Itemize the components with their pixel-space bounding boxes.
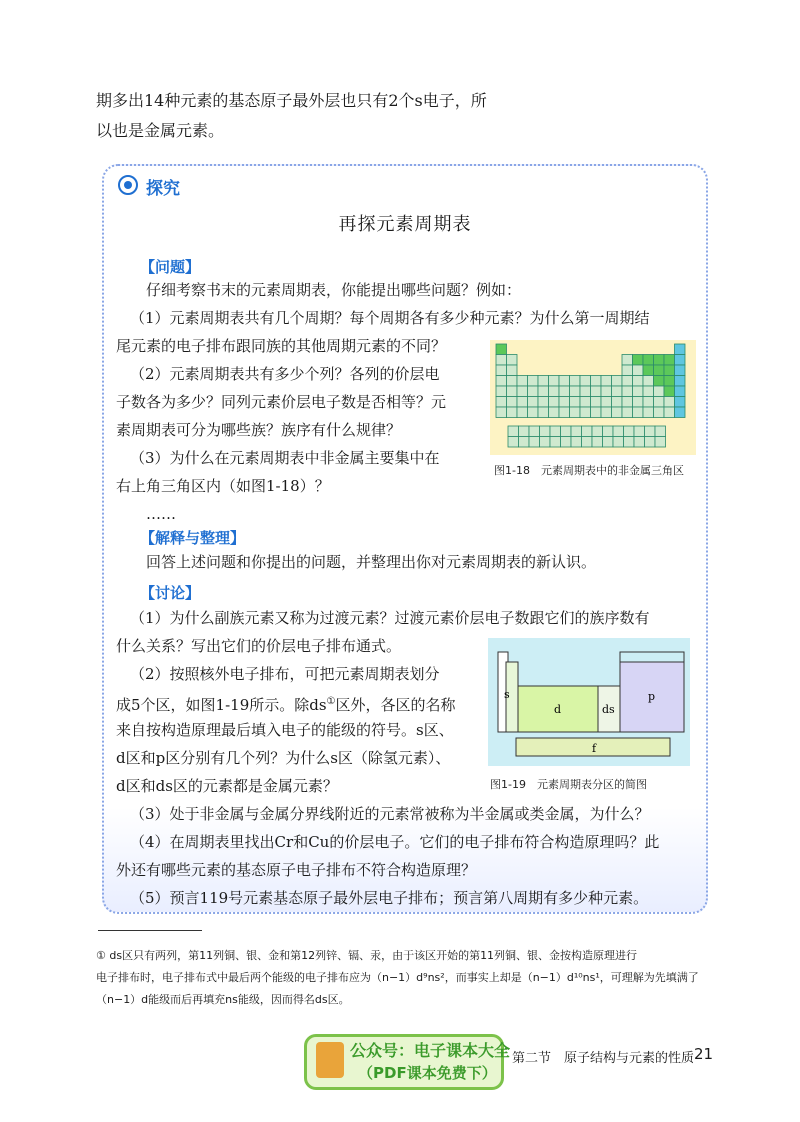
element-cell xyxy=(601,407,612,418)
explore-label: 探究 xyxy=(146,179,180,199)
f-block-cell xyxy=(582,426,593,437)
f-block-cell xyxy=(592,426,603,437)
figure-1-19 xyxy=(488,638,690,766)
f-block-cell xyxy=(624,437,635,448)
element-cell xyxy=(591,407,602,418)
intro-line-1: 期多出14种元素的基态原子最外层也只有2个s电子，所 xyxy=(96,91,487,110)
label-ds: ds xyxy=(602,703,615,716)
element-cell xyxy=(675,407,686,418)
f-block-cell xyxy=(550,437,561,448)
element-cell xyxy=(570,407,581,418)
question-2-line-3: 素周期表可分为哪些族？族序有什么规律？ xyxy=(116,421,402,439)
question-1-line-1: （1）元素周期表共有几个周期？每个周期各有多少种元素？为什么第一周期结 xyxy=(130,309,650,327)
periodic-table-grid xyxy=(490,340,696,455)
element-cell xyxy=(528,407,539,418)
element-cell xyxy=(622,355,633,366)
f-block-cell xyxy=(645,437,656,448)
question-2-line-1: （2）元素周期表共有多少个列？各列的价层电 xyxy=(130,365,440,383)
footnote xyxy=(96,945,702,1011)
ellipsis: …… xyxy=(146,505,176,523)
discussion-4-line-1: （4）在周期表里找出Cr和Cu的价层电子。它们的电子排布符合构造原理吗？此 xyxy=(130,833,660,851)
question-2-line-2: 子数各为多少？同列元素价层电子数是否相等？元 xyxy=(116,393,447,411)
f-block-cell xyxy=(561,426,572,437)
element-cell xyxy=(643,365,654,376)
question-1-line-2: 尾元素的电子排布跟同族的其他周期元素的不同？ xyxy=(116,337,447,355)
element-cell xyxy=(559,386,570,397)
section-title: 第二节 原子结构与元素的性质 xyxy=(512,1051,695,1066)
f-block-cell xyxy=(582,437,593,448)
f-block-cell xyxy=(519,437,530,448)
footnote-line-2: 电子排布时，电子排布式中最后两个能级的电子排布应为（n−1）d⁹ns²，而事实上却是（n−1）d¹⁰ns¹，可理解为先填满了 xyxy=(96,971,699,984)
element-cell xyxy=(612,407,623,418)
stamp-line-1: 公众号：电子课本大全 xyxy=(350,1041,511,1060)
intro-paragraph xyxy=(96,86,536,146)
element-cell xyxy=(580,407,591,418)
element-cell xyxy=(507,365,518,376)
problem-intro: 仔细考察书末的元素周期表，你能提出哪些问题？例如： xyxy=(146,281,522,299)
element-cell xyxy=(580,376,591,387)
element-cell xyxy=(496,407,507,418)
element-cell xyxy=(612,376,623,387)
periodic-zones-diagram xyxy=(488,638,690,766)
element-cell xyxy=(507,376,518,387)
discussion-3: （3）处于非金属与金属分界线附近的元素常被称为半金属或类金属，为什么？ xyxy=(130,805,650,823)
element-cell xyxy=(601,386,612,397)
element-cell xyxy=(528,376,539,387)
discussion-5: （5）预言119号元素基态原子最外层电子排布；预言第八周期有多少种元素。 xyxy=(130,889,649,907)
explain-heading: 【解释与整理】 xyxy=(140,529,246,547)
f-block-cell xyxy=(508,426,519,437)
element-cell xyxy=(654,365,665,376)
element-cell xyxy=(549,376,560,387)
element-cell xyxy=(654,407,665,418)
element-cell xyxy=(507,386,518,397)
label-d: d xyxy=(554,703,562,716)
element-cell xyxy=(664,397,675,408)
explore-title: 再探元素周期表 xyxy=(338,214,472,235)
element-cell xyxy=(675,386,686,397)
element-cell xyxy=(601,397,612,408)
element-cell xyxy=(633,386,644,397)
element-cell xyxy=(654,376,665,387)
element-cell xyxy=(570,386,581,397)
f-block-cell xyxy=(655,426,666,437)
discussion-heading: 【讨论】 xyxy=(140,584,201,602)
element-cell xyxy=(664,365,675,376)
element-cell xyxy=(507,355,518,366)
element-cell xyxy=(517,407,528,418)
element-cell xyxy=(654,355,665,366)
f-block-cell xyxy=(529,437,540,448)
element-cell xyxy=(538,397,549,408)
element-cell xyxy=(675,397,686,408)
element-cell xyxy=(622,376,633,387)
element-cell xyxy=(675,365,686,376)
element-cell xyxy=(643,397,654,408)
footnote-line-1: ① ds区只有两列，第11列铜、银、金和第12列锌、镉、汞，由于该区开始的第11列铜、银、金按构造原理进行 xyxy=(96,949,638,962)
element-cell xyxy=(591,376,602,387)
element-cell xyxy=(601,376,612,387)
f-block-cell xyxy=(645,426,656,437)
footnote-line-3: （n−1）d能级而后再填充ns能级，因而得名ds区。 xyxy=(96,993,350,1006)
f-block-cell xyxy=(561,437,572,448)
element-cell xyxy=(517,397,528,408)
element-cell xyxy=(612,386,623,397)
discussion-2-line-1: （2）按照核外电子排布，可把元素周期表划分 xyxy=(130,665,440,683)
element-cell xyxy=(622,365,633,376)
element-cell xyxy=(622,386,633,397)
element-cell xyxy=(664,355,675,366)
element-cell xyxy=(549,397,560,408)
element-cell xyxy=(570,376,581,387)
f-block-cell xyxy=(508,437,519,448)
element-cell xyxy=(654,397,665,408)
figure-1-18-caption: 图1-18 元素周期表中的非金属三角区 xyxy=(494,464,684,477)
f-block-cell xyxy=(634,426,645,437)
element-cell xyxy=(633,365,644,376)
f-block-cell xyxy=(540,437,551,448)
element-cell xyxy=(496,355,507,366)
element-cell xyxy=(496,376,507,387)
element-cell xyxy=(528,397,539,408)
discussion-2-line-3: 来自按构造原理最后填入电子的能级的符号。s区、 xyxy=(116,721,454,739)
f-block-cell xyxy=(603,437,614,448)
element-cell xyxy=(507,397,518,408)
figure-1-19-caption: 图1-19 元素周期表分区的简图 xyxy=(490,778,647,791)
element-cell xyxy=(675,376,686,387)
element-cell xyxy=(580,397,591,408)
element-cell xyxy=(559,376,570,387)
discussion-2-line-4: d区和p区分别有几个列？为什么s区（除氢元素）、 xyxy=(116,749,451,767)
element-cell xyxy=(528,386,539,397)
discussion-1-line-1: （1）为什么副族元素又称为过渡元素？过渡元素价层电子数跟它们的族序数有 xyxy=(130,609,650,627)
element-cell xyxy=(633,397,644,408)
f-block-cell xyxy=(540,426,551,437)
f-block-cell xyxy=(655,437,666,448)
element-cell xyxy=(633,376,644,387)
f-block-cell xyxy=(519,426,530,437)
element-cell xyxy=(549,407,560,418)
element-cell xyxy=(559,407,570,418)
element-cell xyxy=(538,386,549,397)
element-cell xyxy=(664,386,675,397)
book-icon xyxy=(316,1042,344,1078)
element-cell xyxy=(559,397,570,408)
label-p: p xyxy=(648,690,656,703)
element-cell xyxy=(507,407,518,418)
element-cell xyxy=(622,407,633,418)
element-cell xyxy=(664,376,675,387)
f-block-cell xyxy=(592,437,603,448)
element-cell xyxy=(622,397,633,408)
discussion-1-line-2: 什么关系？写出它们的价层电子排布通式。 xyxy=(116,637,402,655)
discussion-2-line-2: 成5个区，如图1-19所示。除ds①区外，各区的名称 xyxy=(116,696,456,714)
discussion-4-line-2: 外还有哪些元素的基态原子电子排布不符合构造原理？ xyxy=(116,861,477,879)
f-block-cell xyxy=(550,426,561,437)
element-cell xyxy=(612,397,623,408)
f-block-cell xyxy=(529,426,540,437)
element-cell xyxy=(675,355,686,366)
discussion-2-line-5: d区和ds区的元素都是金属元素？ xyxy=(116,777,338,795)
label-s: s xyxy=(504,688,510,701)
element-cell xyxy=(633,355,644,366)
f-block-cell xyxy=(613,437,624,448)
element-cell xyxy=(580,386,591,397)
element-cell xyxy=(570,397,581,408)
element-cell xyxy=(654,386,665,397)
intro-line-2: 以也是金属元素。 xyxy=(96,121,225,140)
element-cell xyxy=(496,365,507,376)
element-cell xyxy=(538,376,549,387)
f-block-cell xyxy=(571,437,582,448)
element-cell xyxy=(496,344,507,355)
element-cell xyxy=(517,386,528,397)
element-cell xyxy=(643,376,654,387)
element-cell xyxy=(633,407,644,418)
element-cell xyxy=(643,355,654,366)
element-cell xyxy=(549,386,560,397)
f-block-cell xyxy=(613,426,624,437)
f-block-cell xyxy=(634,437,645,448)
element-cell xyxy=(664,407,675,418)
f-block-cell xyxy=(571,426,582,437)
element-cell xyxy=(496,397,507,408)
element-cell xyxy=(643,407,654,418)
f-block-cell xyxy=(624,426,635,437)
element-cell xyxy=(591,397,602,408)
stamp-line-2: （PDF课本免费下） xyxy=(358,1064,497,1082)
label-f: f xyxy=(592,742,597,755)
element-cell xyxy=(517,376,528,387)
f-block-cell xyxy=(603,426,614,437)
element-cell xyxy=(675,344,686,355)
figure-1-18 xyxy=(490,340,696,455)
problem-heading: 【问题】 xyxy=(140,258,201,276)
element-cell xyxy=(643,386,654,397)
page-number: 21 xyxy=(694,1045,714,1063)
question-3-line-2: 右上角三角区内（如图1-18）？ xyxy=(116,477,330,495)
element-cell xyxy=(538,407,549,418)
element-cell xyxy=(591,386,602,397)
element-cell xyxy=(496,386,507,397)
explain-text: 回答上述问题和你提出的问题，并整理出你对元素周期表的新认识。 xyxy=(146,553,597,571)
footnote-divider xyxy=(98,930,202,931)
target-icon xyxy=(118,175,138,195)
question-3-line-1: （3）为什么在元素周期表中非金属主要集中在 xyxy=(130,449,440,467)
